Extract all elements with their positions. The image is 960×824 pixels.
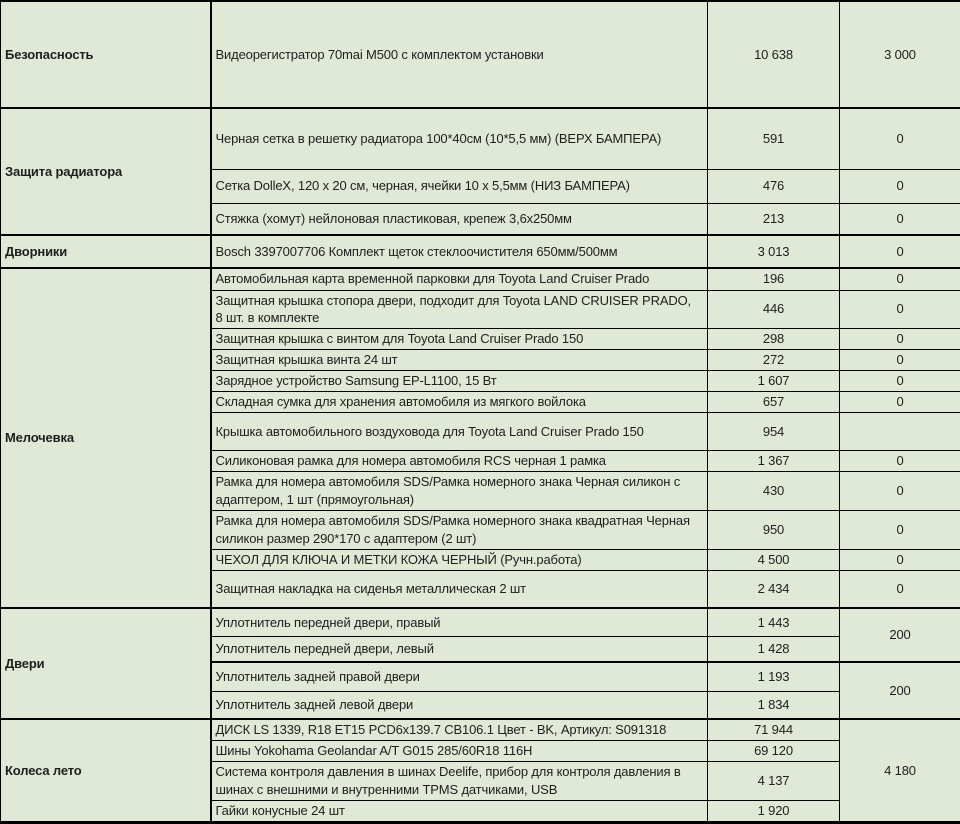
category-cell: Защита радиатора: [1, 108, 211, 235]
item-extra-price-cell: 0: [840, 108, 960, 169]
table-row: [1, 235, 960, 268]
item-extra-price-cell: [840, 413, 960, 451]
item-description-cell: Крышка автомобильного воздуховода для Toyota Land Cruiser Prado 150: [211, 413, 708, 451]
item-extra-price-cell: 0: [840, 570, 960, 608]
item-price-cell: 4 500: [708, 549, 840, 570]
item-extra-price-cell: 0: [840, 169, 960, 203]
item-extra-price-cell: 4 180: [840, 719, 960, 822]
item-price-cell: 1 428: [708, 636, 840, 662]
item-price-cell: 196: [708, 268, 840, 290]
item-description-cell: Защитная крышка с винтом для Toyota Land Cruiser Prado 150: [211, 329, 708, 350]
item-description-cell: ЧЕХОЛ ДЛЯ КЛЮЧА И МЕТКИ КОЖА ЧЕРНЫЙ (Ручн.работа): [211, 549, 708, 570]
item-description-cell: Складная сумка для хранения автомобиля из мягкого войлока: [211, 392, 708, 413]
item-description-cell: Стяжка (хомут) нейлоновая пластиковая, крепеж 3,6х250мм: [211, 203, 708, 235]
item-description-cell: Силиконовая рамка для номера автомобиля RCS черная 1 рамка: [211, 451, 708, 472]
item-price-cell: 1 443: [708, 608, 840, 636]
table-row: [1, 108, 960, 169]
table-row: [1, 719, 960, 740]
item-description-cell: Гайки конусные 24 шт: [211, 801, 708, 823]
item-description-cell: Черная сетка в решетку радиатора 100*40см (10*5,5 мм) (ВЕРХ БАМПЕРА): [211, 108, 708, 169]
item-price-cell: 430: [708, 472, 840, 511]
item-extra-price-cell: 0: [840, 290, 960, 329]
item-price-cell: 71 944: [708, 719, 840, 740]
item-description-cell: Рамка для номера автомобиля SDS/Рамка номерного знака Черная силикон с адаптером, 1 шт (прямоугольная): [211, 472, 708, 511]
item-price-cell: 272: [708, 350, 840, 371]
item-price-cell: 213: [708, 203, 840, 235]
item-description-cell: Шины Yokohama Geolandar A/T G015 285/60R18 116H: [211, 741, 708, 762]
item-price-cell: 1 193: [708, 662, 840, 691]
item-description-cell: ДИСК LS 1339, R18 ET15 PCD6x139.7 CB106.1 Цвет - BK, Артикул: S091318: [211, 719, 708, 740]
item-price-cell: 476: [708, 169, 840, 203]
item-price-cell: 446: [708, 290, 840, 329]
item-extra-price-cell: 0: [840, 472, 960, 511]
item-description-cell: Система контроля давления в шинах Deelife, прибор для контроля давления в шинах с внешними и внутренними TPMS датчиками, USB: [211, 762, 708, 801]
category-cell: Безопасность: [1, 1, 211, 108]
item-price-cell: 1 607: [708, 371, 840, 392]
item-description-cell: Уплотнитель передней двери, правый: [211, 608, 708, 636]
item-price-cell: 69 120: [708, 741, 840, 762]
car-parts-table-body: [1, 1, 960, 822]
item-extra-price-cell: 200: [840, 662, 960, 719]
category-cell: Колеса лето: [1, 719, 211, 822]
item-extra-price-cell: 0: [840, 235, 960, 268]
item-price-cell: 4 137: [708, 762, 840, 801]
category-cell: Дворники: [1, 235, 211, 268]
item-description-cell: Рамка для номера автомобиля SDS/Рамка номерного знака квадратная Черная силикон размер 290*170 с адаптером (2 шт): [211, 510, 708, 549]
item-extra-price-cell: 0: [840, 203, 960, 235]
item-description-cell: Видеорегистратор 70mai M500 с комплектом установки: [211, 1, 708, 108]
item-description-cell: Зарядное устройство Samsung EP-L1100, 15 Вт: [211, 371, 708, 392]
item-description-cell: Защитная крышка стопора двери, подходит для Toyota LAND CRUISER PRADO, 8 шт. в комплекте: [211, 290, 708, 329]
item-extra-price-cell: 0: [840, 451, 960, 472]
item-price-cell: 1 920: [708, 801, 840, 823]
category-cell: Мелочевка: [1, 268, 211, 608]
item-price-cell: 2 434: [708, 570, 840, 608]
item-price-cell: 10 638: [708, 1, 840, 108]
item-description-cell: Уплотнитель задней правой двери: [211, 662, 708, 691]
item-price-cell: 1 367: [708, 451, 840, 472]
category-cell: Двери: [1, 608, 211, 719]
item-description-cell: Защитная накладка на сиденья металлическая 2 шт: [211, 570, 708, 608]
table-row: [1, 1, 960, 108]
item-extra-price-cell: 0: [840, 329, 960, 350]
item-extra-price-cell: 200: [840, 608, 960, 662]
item-extra-price-cell: 0: [840, 350, 960, 371]
item-description-cell: Уплотнитель передней двери, левый: [211, 636, 708, 662]
table-row: [1, 268, 960, 290]
item-price-cell: 298: [708, 329, 840, 350]
item-price-cell: 591: [708, 108, 840, 169]
item-extra-price-cell: 0: [840, 268, 960, 290]
item-price-cell: 950: [708, 510, 840, 549]
item-description-cell: Защитная крышка винта 24 шт: [211, 350, 708, 371]
item-price-cell: 657: [708, 392, 840, 413]
item-extra-price-cell: 0: [840, 510, 960, 549]
item-description-cell: Bosch 3397007706 Комплект щеток стеклоочистителя 650мм/500мм: [211, 235, 708, 268]
item-description-cell: Уплотнитель задней левой двери: [211, 691, 708, 719]
item-description-cell: Автомобильная карта временной парковки для Toyota Land Cruiser Prado: [211, 268, 708, 290]
item-extra-price-cell: 0: [840, 549, 960, 570]
item-extra-price-cell: 3 000: [840, 1, 960, 108]
table-row: [1, 608, 960, 636]
item-price-cell: 954: [708, 413, 840, 451]
item-extra-price-cell: 0: [840, 392, 960, 413]
item-price-cell: 3 013: [708, 235, 840, 268]
item-description-cell: Сетка DolleX, 120 х 20 см, черная, ячейки 10 х 5,5мм (НИЗ БАМПЕРА): [211, 169, 708, 203]
item-price-cell: 1 834: [708, 691, 840, 719]
item-extra-price-cell: 0: [840, 371, 960, 392]
